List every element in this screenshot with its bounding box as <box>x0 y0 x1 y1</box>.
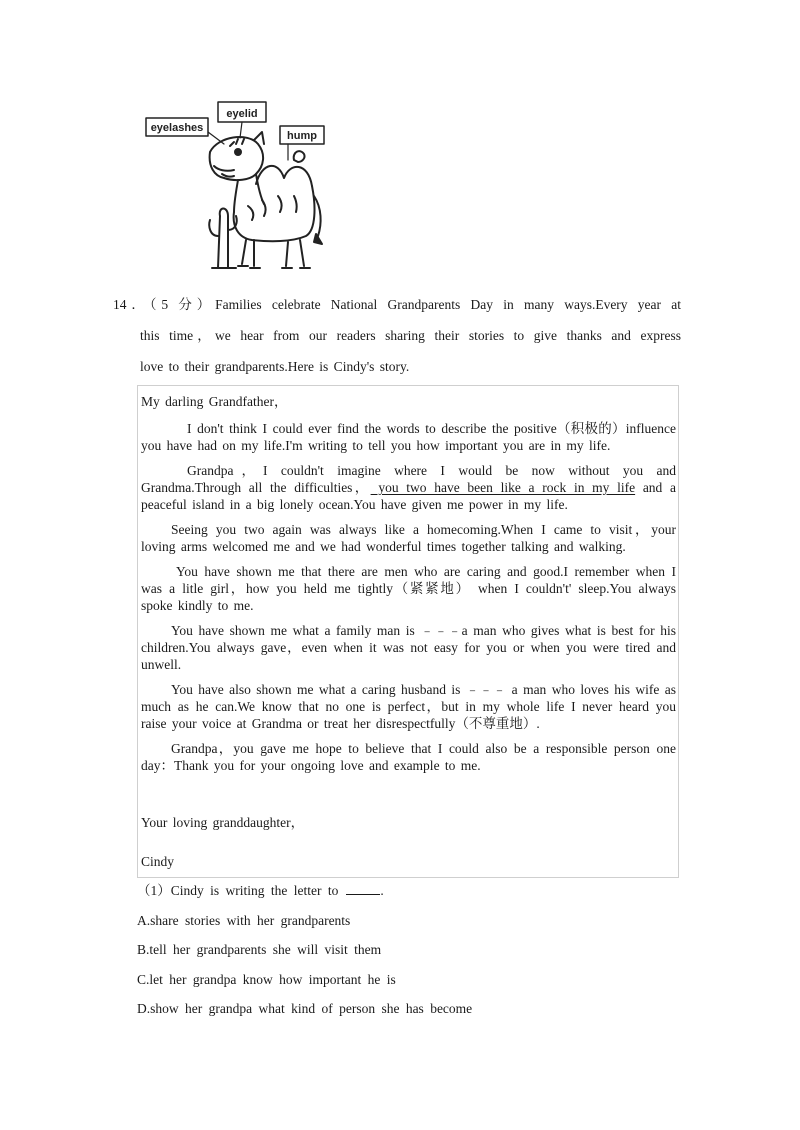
subquestion-stem-end: . <box>380 883 384 898</box>
answer-blank <box>346 882 380 895</box>
letter-paragraph-4: You have shown me that there are men who are caring and good.I remember when I was a litle girl，how you held me tightly（紧紧地） when I couldn't' sleep.You always spoke kindly to me. <box>141 564 676 613</box>
question-intro <box>113 292 681 385</box>
letter-paragraph-3: Seeing you two again was always like a homecoming.When I came to visit，your loving arms welcomed me and we had wonderful times together talking and walking. <box>141 522 676 554</box>
question-number: 14． <box>113 297 150 312</box>
letter-salutation: My darling Grandfather， <box>141 394 288 409</box>
camel-drawing <box>138 96 330 274</box>
label-eyelashes: eyelashes <box>150 122 204 134</box>
option-c[interactable]: C.let her grandpa know how important he is <box>137 971 396 987</box>
label-hump: hump <box>287 130 317 142</box>
question-points: （5 分） <box>149 297 216 312</box>
letter-paragraph-1: I don't think I could ever find the words to describe the positive（积极的）influence you have had on my life.I'm writing to tell you how important you are in my life. <box>141 421 676 453</box>
option-a[interactable]: A.share stories with her grandparents <box>137 912 351 928</box>
letter-closing: Your loving granddaughter， <box>141 815 305 830</box>
letter-paragraph-7: Grandpa，you gave me hope to believe that I could also be a responsible person one day：Thank you for your ongoing love and example to me. <box>141 741 676 773</box>
letter-paragraph-2 <box>141 462 676 513</box>
subquestion-stem <box>137 880 697 910</box>
camel-illustration <box>138 96 330 274</box>
question-intro-line-3: love to their grandparents.Here is Cindy's story. <box>140 359 410 374</box>
underlined-phrase: you two have been like a rock in my life <box>370 480 636 495</box>
subquestion-1 <box>137 880 697 1028</box>
letter-box <box>137 385 679 878</box>
label-eyelid: eyelid <box>226 108 258 120</box>
option-d[interactable]: D.show her grandpa what kind of person she has become <box>137 1001 473 1016</box>
subquestion-stem-text: （1）Cindy is writing the letter to <box>137 883 339 898</box>
letter-signature: Cindy <box>141 854 175 869</box>
letter-paragraph-6: You have also shown me what a caring husband is ﹣﹣﹣ a man who loves his wife as much as he can.We know that no one is perfect，but in my whole life I never heard you raise your voice at Grandma or treat her disrespectfully（不尊重地）. <box>141 682 676 731</box>
letter-paragraph-5: You have shown me what a family man is ﹣﹣﹣a man who gives what is best for his children.You always gave，even when it was not easy for you or when you were tired and unwell. <box>141 623 676 672</box>
letter-paragraph-2-end: and a peaceful island in a big lonely ocean.You have given me power in my life. <box>141 480 677 512</box>
question-intro-text-1: Families celebrate National Grandparents Day in many ways.Every year at <box>215 297 682 312</box>
option-b[interactable]: B.tell her grandparents she will visit them <box>137 942 382 957</box>
letter-paragraph-2-start: Grandpa，I couldn't imagine where I would be now without you and Grandma.Through all the difficulties， <box>141 463 676 495</box>
question-intro-line-2: this time，we hear from our readers sharing their stories to give thanks and express <box>140 328 681 343</box>
question-intro-line-1 <box>113 292 681 323</box>
